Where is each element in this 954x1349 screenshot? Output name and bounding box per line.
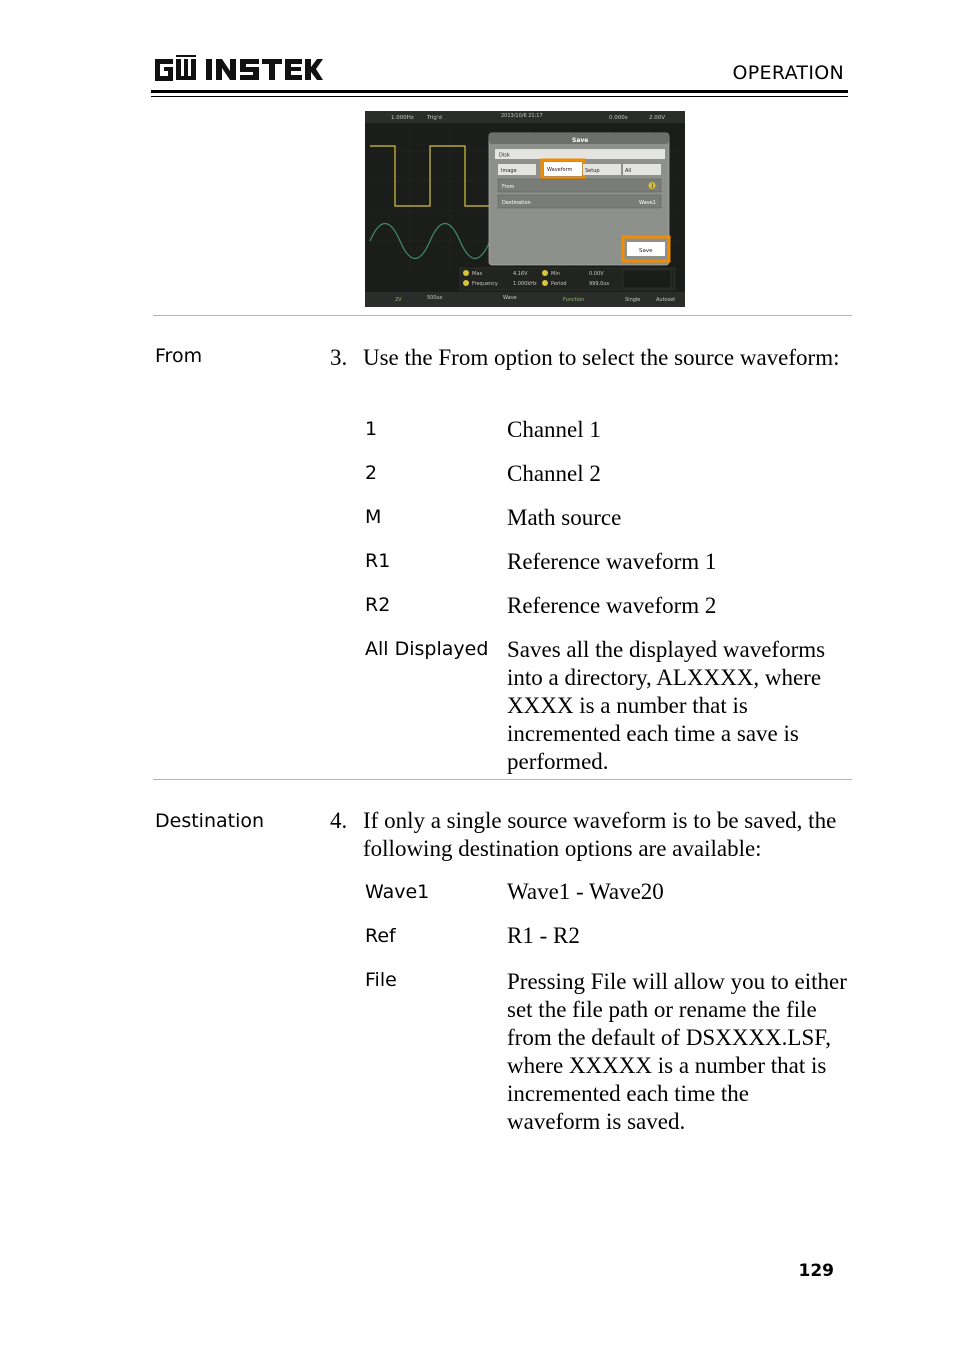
svg-text:Wave: Wave (503, 295, 517, 301)
destination-row-value: Wave1 (639, 200, 656, 206)
svg-text:0.00V: 0.00V (589, 271, 604, 277)
destination-row-label: Destination (502, 200, 531, 206)
top-time: 0.000s (609, 115, 628, 121)
option-key-file: File (365, 969, 397, 991)
option-key-all-displayed: All Displayed (365, 638, 489, 660)
option-value-r1: Reference waveform 1 (507, 549, 717, 574)
header-rule-thin (151, 96, 848, 97)
option-key-r1: R1 (365, 550, 391, 572)
top-level: 2.00V (649, 115, 666, 121)
gw-instek-logo (153, 55, 323, 85)
svg-text:2V: 2V (395, 297, 402, 303)
step-number: 3. (330, 345, 348, 370)
svg-text:Frequency: Frequency (472, 281, 498, 287)
section-divider (153, 779, 852, 780)
option-key-2: 2 (365, 462, 378, 484)
disk-label: Disk (499, 152, 510, 159)
option-value-file: Pressing File will allow you to either set the file path or rename the file from the default of DSXXXX.LSF, where XXXXX is a number that is incremented each time the waveform is saved. (507, 969, 847, 1134)
option-key-r2: R2 (365, 594, 391, 616)
dialog-title: Save (572, 137, 589, 144)
svg-text:999.0us: 999.0us (589, 281, 610, 287)
from-label: From (155, 345, 203, 367)
svg-text:Autoset: Autoset (656, 297, 676, 303)
svg-text:1.000kHz: 1.000kHz (513, 281, 537, 287)
step-text: Use the From option to select the source waveform: (363, 345, 840, 370)
option-value-2: Channel 2 (507, 461, 601, 486)
top-date: 2013/10/6 21:17 (501, 113, 543, 119)
option-key-wave1: Wave1 (365, 881, 430, 903)
option-value-m: Math source (507, 505, 622, 530)
page-number: 129 (798, 1261, 834, 1281)
option-key-m: M (365, 506, 382, 528)
option-value-ref: R1 - R2 (507, 923, 580, 948)
option-key-ref: Ref (365, 925, 396, 947)
option-value-1: Channel 1 (507, 417, 601, 442)
option-value-r2: Reference waveform 2 (507, 593, 717, 618)
section-divider (153, 315, 852, 316)
step-number: 4. (330, 808, 348, 833)
option-key-1: 1 (365, 418, 378, 440)
svg-text:Single: Single (625, 297, 641, 303)
svg-text:Function: Function (563, 297, 585, 303)
step-text: If only a single source waveform is to be saved, the following destination options are available: (363, 808, 837, 861)
option-value-wave1: Wave1 - Wave20 (507, 879, 664, 904)
option-value-all-displayed: Saves all the displayed waveforms into a directory, ALXXXX, where XXXX is a number that is incremented each time a save is performed. (507, 637, 826, 774)
destination-label: Destination (155, 810, 265, 832)
svg-text:Period: Period (551, 281, 567, 287)
svg-text:500us: 500us (427, 295, 443, 301)
tab-all: All (625, 168, 632, 174)
svg-text:Max: Max (472, 271, 483, 277)
svg-text:4.16V: 4.16V (513, 271, 528, 277)
header-rule (151, 90, 848, 93)
top-trigger: Trig'd (427, 115, 442, 121)
section-title: OPERATION (732, 62, 844, 84)
from-row-value: 1 (650, 183, 654, 190)
tab-image: Image (501, 168, 517, 174)
top-frequency: 1.000Hz (391, 115, 414, 121)
svg-text:Min: Min (551, 271, 560, 277)
scope-display (365, 111, 685, 307)
tab-setup: Setup (585, 168, 600, 174)
from-row-label: From (502, 184, 515, 190)
oscilloscope-screenshot (365, 111, 685, 307)
tab-waveform: Waveform (547, 167, 573, 173)
dialog-save-button: Save (639, 248, 653, 254)
